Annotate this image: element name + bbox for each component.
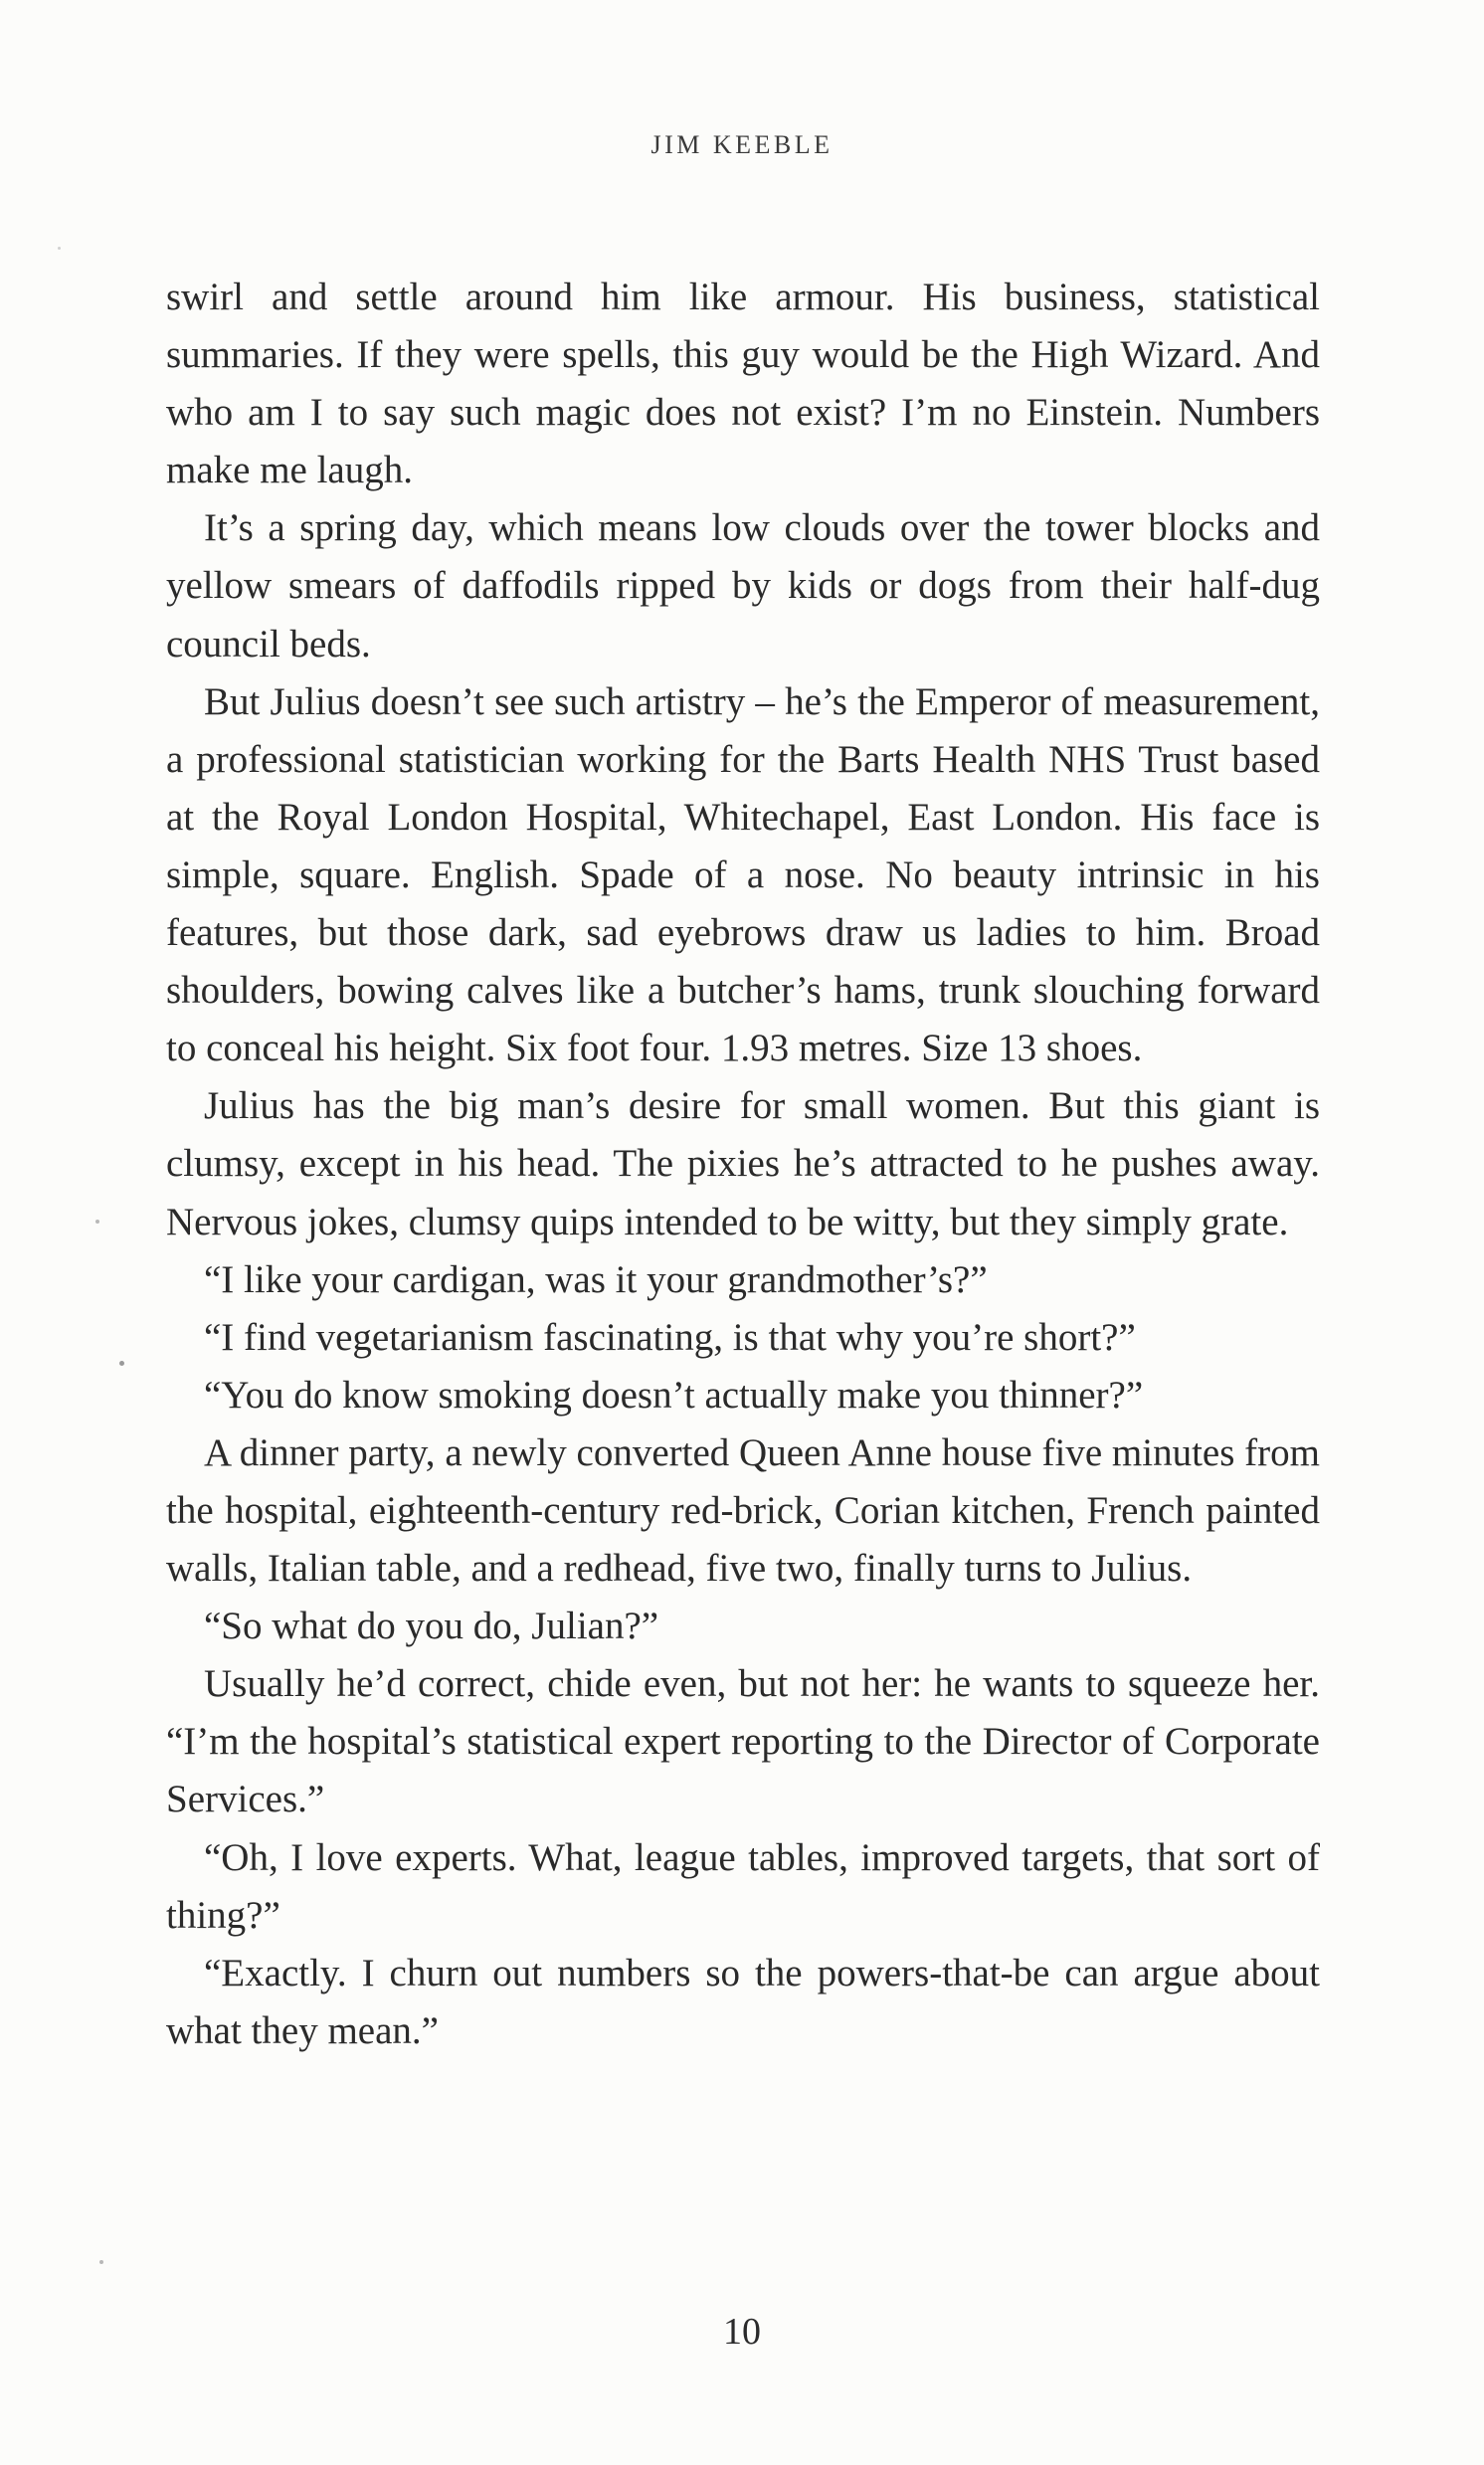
- dialogue-experts: “Oh, I love experts. What, league tables, improved targets, that sort of thing?”: [166, 1835, 1320, 1937]
- paragraph-continued: swirl and settle around him like armour. His business, statistical summaries. If they were spells, this guy would be the High Wizard. And who am I to say such magic does not exist? I’m no Einstein. Numbers make me laugh.: [166, 276, 1320, 492]
- body-text: [166, 269, 1320, 2060]
- dialogue-exactly: “Exactly. I churn out numbers so the powers-that-be can argue about what they mean.”: [166, 1951, 1320, 2052]
- scan-speck: [99, 2260, 103, 2264]
- paragraph-small-women: Julius has the big man’s desire for small women. But this giant is clumsy, except in his head. The pixies he’s attracted to he pushes away. Nervous jokes, clumsy quips intended to be witty, but they simply grate.: [166, 1084, 1320, 1243]
- page-number: 10: [723, 2311, 761, 2353]
- scan-speck: [95, 1220, 99, 1224]
- paragraph-dinner-party: A dinner party, a newly converted Queen Anne house five minutes from the hospital, eighteenth-century red-brick, Corian kitchen, French painted walls, Italian table, and a redhead, five two, finally turns to Julius.: [166, 1430, 1320, 1591]
- scan-speck: [119, 1361, 124, 1366]
- paragraph-correct-chide: Usually he’d correct, chide even, but not her: he wants to squeeze her. “I’m the hospital’s statistical expert reporting to the Director of Corporate Services.”: [166, 1662, 1320, 1821]
- dialogue-what-do-you-do: “So what do you do, Julian?”: [204, 1605, 659, 1648]
- running-head: JIM KEEBLE: [650, 130, 834, 159]
- paragraph-julius-description: But Julius doesn’t see such artistry – he’s the Emperor of measurement, a professional statistician working for the Barts Health NHS Trust based at the Royal London Hospital, Whitechapel, East London. His face is simple, square. English. Spade of a nose. No beauty intrinsic in his features, but those dark, sad eyebrows draw us ladies to him. Broad shoulders, bowing calves like a butcher’s hams, trunk slouching forward to conceal his height. Six foot four. 1.93 metres. Size 13 shoes.: [166, 679, 1320, 1070]
- dialogue-vegetarianism: “I find vegetarianism fascinating, is that why you’re short?”: [204, 1315, 1136, 1359]
- dialogue-cardigan: “I like your cardigan, was it your grandmother’s?”: [204, 1257, 988, 1301]
- paragraph-spring-day: It’s a spring day, which means low clouds over the tower blocks and yellow smears of daffodils ripped by kids or dogs from their half-dug council beds.: [166, 506, 1320, 665]
- scan-speck: [58, 247, 61, 250]
- dialogue-smoking: “You do know smoking doesn’t actually make you thinner?”: [204, 1373, 1144, 1417]
